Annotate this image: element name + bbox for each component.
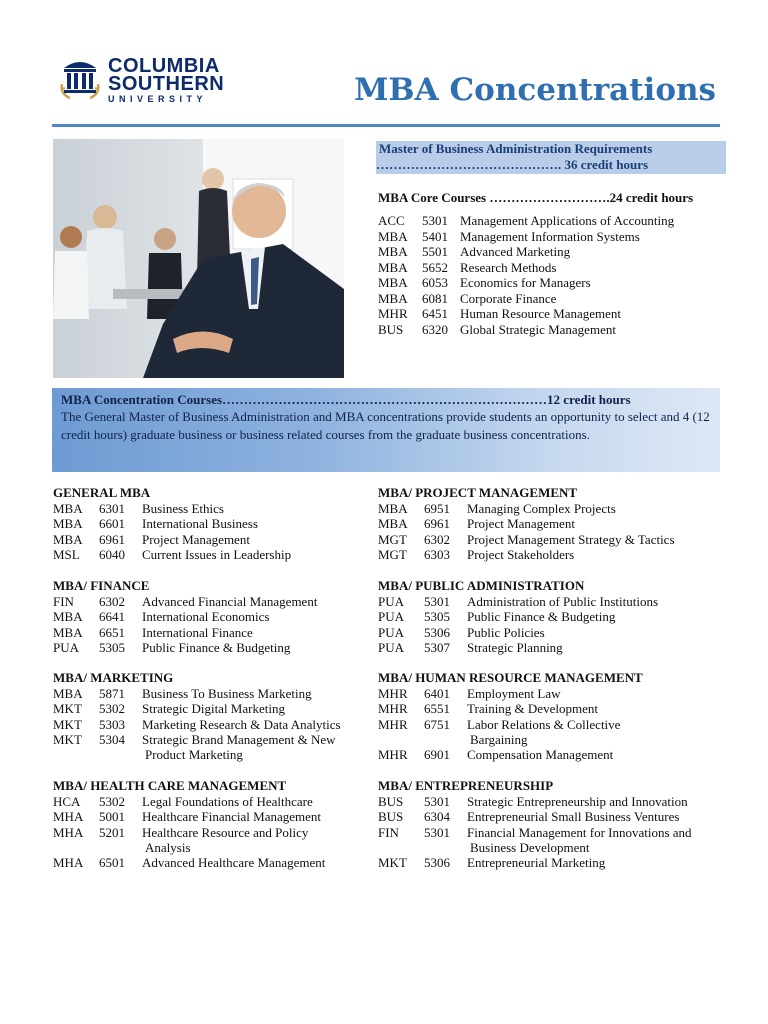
page-title: MBA Concentrations <box>354 72 716 108</box>
course-number: 5401 <box>422 228 448 244</box>
course-code: MBA <box>53 531 83 547</box>
core-course-row <box>378 275 723 291</box>
course-code: MGT <box>378 531 407 547</box>
concentration-heading: MBA/ HUMAN RESOURCE MANAGEMENT <box>378 670 643 685</box>
course-name: Public Policies <box>467 624 545 640</box>
course-name: Strategic Brand Management & New <box>142 731 336 747</box>
course-number: 5652 <box>422 259 448 275</box>
course-code: FIN <box>53 594 74 609</box>
course-name: Current Issues in Leadership <box>142 546 292 562</box>
concentration-heading: MBA/ PROJECT MANAGEMENT <box>378 485 578 500</box>
course-number: 6551 <box>424 701 450 717</box>
course-code: MGT <box>378 546 407 562</box>
course-name: Legal Foundations of Healthcare <box>142 794 313 809</box>
course-code: MHR <box>378 701 408 717</box>
logo-line-university: UNIVERSITY <box>108 94 208 104</box>
requirements-title: Master of Business Administration Requirements <box>379 141 653 156</box>
course-number: 6053 <box>422 275 448 290</box>
course-number: 6040 <box>99 546 125 562</box>
course-name: Managing Complex Projects <box>467 501 616 516</box>
course-code: ACC <box>378 213 405 228</box>
logo-line-columbia: COLUMBIA <box>108 55 220 77</box>
concentration-course-row <box>378 794 708 810</box>
concentration-course-row <box>53 855 383 871</box>
course-number: 6304 <box>424 809 450 825</box>
course-number: 5303 <box>99 716 125 732</box>
course-number: 5301 <box>424 794 450 809</box>
course-number: 6301 <box>99 501 125 516</box>
concentration-heading: GENERAL MBA <box>53 485 151 500</box>
course-code: MBA <box>378 516 408 532</box>
course-code: BUS <box>378 321 404 337</box>
course-code: MHR <box>378 747 408 763</box>
concentration-heading: MBA/ PUBLIC ADMINISTRATION <box>378 578 585 593</box>
core-course-row <box>378 229 723 245</box>
course-code: MBA <box>378 259 408 275</box>
course-number: 5301 <box>424 824 450 840</box>
concentration-course-row <box>53 794 383 810</box>
concentration-course-row <box>378 686 708 702</box>
core-course-row <box>378 322 723 338</box>
concentration-course-row <box>378 594 708 610</box>
course-number: 6401 <box>424 686 450 701</box>
course-name: Public Finance & Budgeting <box>467 609 616 625</box>
course-name: Project Stakeholders <box>467 546 575 562</box>
core-course-row <box>378 244 723 260</box>
course-number: 6320 <box>422 321 448 337</box>
course-name-continuation <box>378 732 708 748</box>
course-name: Financial Management for Innovations and <box>467 824 692 840</box>
concentration-course-row <box>53 825 383 841</box>
course-name: Strategic Entrepreneurship and Innovation <box>467 794 688 809</box>
course-code: MHA <box>53 809 84 825</box>
course-name: Entrepreneurial Marketing <box>467 855 606 871</box>
course-number: 5305 <box>99 639 125 655</box>
course-code: MHR <box>378 686 408 701</box>
course-number: 5305 <box>424 609 450 625</box>
course-name: Training & Development <box>467 701 598 717</box>
course-number: 5301 <box>422 213 448 228</box>
course-code: MHR <box>378 716 408 732</box>
core-course-row <box>378 213 723 229</box>
course-name: Employment Law <box>467 686 561 701</box>
concentration-course-row <box>53 625 383 641</box>
concentration-course-row <box>378 547 708 563</box>
course-code: MBA <box>53 501 83 516</box>
concentration-courses-description: The General Master of Business Administration and MBA concentrations provide students an opportunity to select and 4 (12 credit hours) graduate business or business related courses from the graduate business concentrations. <box>61 409 710 442</box>
course-number: 5302 <box>99 701 125 717</box>
course-name: Entrepreneurial Small Business Ventures <box>467 809 680 825</box>
course-name: Business To Business Marketing <box>142 686 312 701</box>
core-course-row <box>378 260 723 276</box>
course-name: Business Ethics <box>142 501 224 516</box>
course-code: MBA <box>378 501 408 516</box>
course-number: 6302 <box>424 531 450 547</box>
course-code: FIN <box>378 824 399 840</box>
course-number: 5201 <box>99 824 125 840</box>
requirements-box <box>376 141 726 174</box>
course-code: MBA <box>378 290 408 306</box>
course-name-line2: Analysis <box>145 839 191 855</box>
course-name: International Economics <box>142 609 270 625</box>
concentration-course-row <box>378 516 708 532</box>
course-name: Project Management <box>467 516 575 532</box>
concentration-course-row <box>53 640 383 656</box>
course-number: 5302 <box>99 794 125 809</box>
course-name-line2: Product Marketing <box>145 747 243 763</box>
requirements-credit-hours: ……………………………………. 36 credit hours <box>376 157 649 172</box>
course-code: BUS <box>378 809 404 825</box>
course-name: International Finance <box>142 624 253 640</box>
course-number: 6641 <box>99 609 125 625</box>
course-name: Research Methods <box>460 259 557 275</box>
concentration-course-row <box>378 701 708 717</box>
course-name: Administration of Public Institutions <box>467 594 659 609</box>
course-number: 6451 <box>422 306 448 321</box>
course-number: 6601 <box>99 516 125 532</box>
course-code: MHA <box>53 855 84 871</box>
concentration-course-row <box>53 609 383 625</box>
course-number: 6751 <box>424 716 450 732</box>
concentration-course-row <box>378 625 708 641</box>
concentration-heading: MBA/ HEALTH CARE MANAGEMENT <box>53 778 287 793</box>
business-meeting-photo <box>53 139 344 378</box>
course-code: MBA <box>378 244 408 259</box>
course-name: Human Resource Management <box>460 306 622 321</box>
concentration-course-row <box>378 747 708 763</box>
course-name: Compensation Management <box>467 747 614 763</box>
course-code: MKT <box>53 731 82 747</box>
university-logo <box>56 52 246 108</box>
course-code: MBA <box>378 275 408 290</box>
course-name: Project Management Strategy & Tactics <box>467 531 675 547</box>
course-code: PUA <box>378 609 405 625</box>
course-name: Advanced Marketing <box>460 244 571 259</box>
course-number: 5306 <box>424 855 450 871</box>
concentration-courses-panel <box>52 388 720 472</box>
course-code: MKT <box>378 855 407 871</box>
course-name: Public Finance & Budgeting <box>142 639 291 655</box>
concentration-course-row <box>53 547 383 563</box>
course-name: Healthcare Financial Management <box>142 809 322 825</box>
course-code: MKT <box>53 716 82 732</box>
course-code: MBA <box>53 516 83 532</box>
concentration-course-row <box>378 532 708 548</box>
course-number: 6081 <box>422 290 448 306</box>
course-code: MBA <box>53 609 83 625</box>
course-code: PUA <box>53 639 80 655</box>
logo-line-southern: SOUTHERN <box>108 73 225 95</box>
course-name: Strategic Digital Marketing <box>142 701 285 717</box>
course-code: MHA <box>53 824 84 840</box>
concentration-course-row <box>53 501 383 517</box>
course-number: 5301 <box>424 594 450 609</box>
course-number: 5304 <box>99 731 125 747</box>
course-code: MBA <box>378 228 408 244</box>
concentration-heading: MBA/ ENTREPRENEURSHIP <box>378 778 554 793</box>
course-code: MSL <box>53 546 80 562</box>
concentration-course-row <box>53 516 383 532</box>
course-number: 6961 <box>99 531 125 547</box>
course-name: Marketing Research & Data Analytics <box>142 716 341 732</box>
title-divider <box>52 124 720 127</box>
course-name: Management Applications of Accounting <box>460 213 675 228</box>
concentration-heading: MBA/ MARKETING <box>53 670 174 685</box>
course-name: Economics for Managers <box>460 275 591 290</box>
columns-seal-icon <box>56 54 104 102</box>
course-number: 5001 <box>99 809 125 825</box>
course-name: International Business <box>142 516 258 532</box>
course-code: PUA <box>378 624 405 640</box>
concentration-course-row <box>378 640 708 656</box>
course-name: Global Strategic Management <box>460 321 616 337</box>
course-name: Labor Relations & Collective <box>467 716 621 732</box>
concentration-heading: MBA/ FINANCE <box>53 578 150 593</box>
course-name: Advanced Healthcare Management <box>142 855 326 871</box>
course-code: MBA <box>53 686 83 701</box>
concentration-course-row <box>53 701 383 717</box>
course-name: Advanced Financial Management <box>142 594 318 609</box>
course-name: Healthcare Resource and Policy <box>142 824 309 840</box>
course-name: Management Information Systems <box>460 228 640 244</box>
concentration-course-row <box>53 532 383 548</box>
course-number: 5871 <box>99 686 125 701</box>
course-code: MHR <box>378 306 408 321</box>
course-number: 6303 <box>424 546 450 562</box>
course-code: PUA <box>378 594 405 609</box>
concentration-course-row <box>378 855 708 871</box>
core-courses-heading: MBA Core Courses ……………………….24 credit hours <box>378 190 694 205</box>
course-name-line2: Business Development <box>470 839 590 855</box>
concentration-course-row <box>53 732 383 748</box>
course-number: 5307 <box>424 639 450 655</box>
core-course-row <box>378 306 723 322</box>
course-name-continuation <box>378 840 708 856</box>
course-name: Corporate Finance <box>460 290 557 306</box>
course-code: MKT <box>53 701 82 717</box>
concentration-course-row <box>378 825 708 841</box>
course-code: MBA <box>53 624 83 640</box>
course-name: Strategic Planning <box>467 639 563 655</box>
course-name-continuation <box>53 840 383 856</box>
concentration-course-row <box>378 809 708 825</box>
course-number: 6651 <box>99 624 125 640</box>
course-name: Project Management <box>142 531 250 547</box>
course-number: 6901 <box>424 747 450 763</box>
course-code: BUS <box>378 794 404 809</box>
course-number: 6951 <box>424 501 450 516</box>
concentration-course-row <box>53 594 383 610</box>
course-number: 6302 <box>99 594 125 609</box>
course-number: 5501 <box>422 244 448 259</box>
course-code: PUA <box>378 639 405 655</box>
core-course-row <box>378 291 723 307</box>
course-code: HCA <box>53 794 81 809</box>
concentration-course-row <box>378 717 708 733</box>
concentration-course-row <box>53 717 383 733</box>
concentration-course-row <box>53 686 383 702</box>
course-number: 6961 <box>424 516 450 532</box>
concentration-courses-heading: MBA Concentration Courses…………………………………………………………………12 credit hours <box>61 392 631 407</box>
concentration-course-row <box>378 609 708 625</box>
course-number: 6501 <box>99 855 125 871</box>
course-name-continuation <box>53 747 383 763</box>
course-name-line2: Bargaining <box>470 731 528 747</box>
course-number: 5306 <box>424 624 450 640</box>
concentration-course-row <box>378 501 708 517</box>
concentration-course-row <box>53 809 383 825</box>
